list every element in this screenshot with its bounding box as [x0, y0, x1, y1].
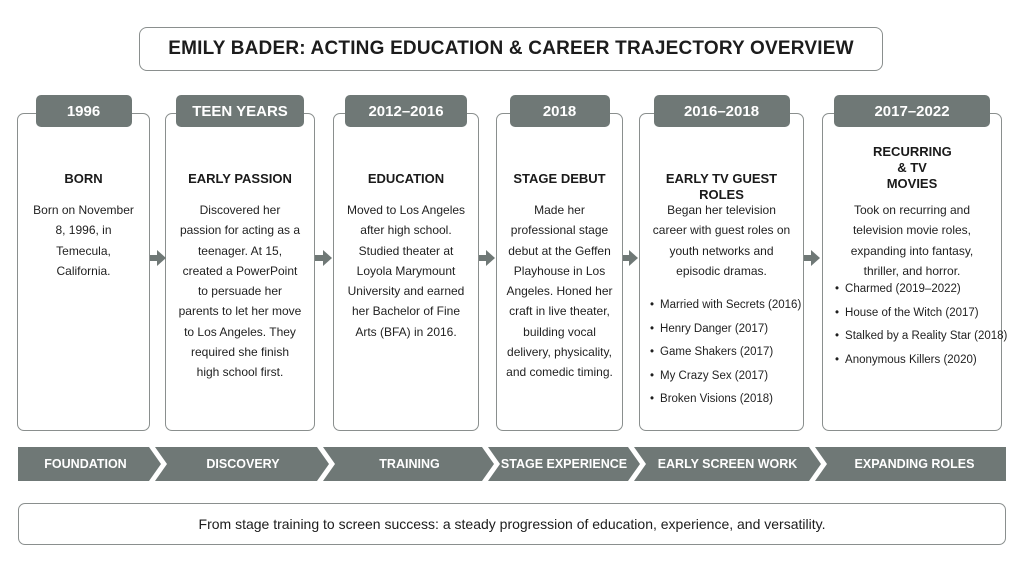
list-item: • Anonymous Killers (2020): [835, 349, 1007, 373]
list-item: • House of the Witch (2017): [835, 302, 1007, 326]
timeline-column-born: [17, 95, 150, 431]
stage-label-stage-experience: STAGE EXPERIENCE: [500, 457, 628, 471]
card-heading: EARLY TV GUEST ROLES: [665, 171, 778, 202]
timeline-column-early-passion: [165, 95, 315, 431]
list-item: • Stalked by a Reality Star (2018): [835, 325, 1007, 349]
timeline-column-early-tv: [639, 95, 804, 431]
summary-footer: From stage training to screen success: a steady progression of education, experience, and versatility.: [18, 503, 1006, 545]
card-description: Born on November 8, 1996, in Temecula, California.: [33, 203, 134, 278]
stage-label-early-screen-work: EARLY SCREEN WORK: [657, 457, 798, 471]
card-heading: RECURRING & TV MOVIES: [873, 144, 952, 191]
list-item: • Charmed (2019–2022): [835, 278, 1007, 302]
list-item: • Henry Danger (2017): [650, 318, 801, 342]
card-heading: EARLY PASSION: [188, 171, 292, 186]
role-list: [650, 294, 801, 412]
connector-arrow-icon: [629, 250, 638, 266]
connector-arrow-icon: [811, 250, 820, 266]
stage-label-discovery: DISCOVERY: [206, 457, 280, 471]
stage-strip: [18, 447, 1006, 481]
date-badge: 2016–2018: [654, 95, 790, 127]
connector-arrow-icon: [323, 250, 332, 266]
timeline-card: [17, 113, 150, 431]
timeline-column-stage-debut: [496, 95, 623, 431]
card-heading: BORN: [64, 171, 103, 186]
card-description: Discovered her passion for acting as a teenager. At 15, created a PowerPoint to persuade her parents to let her move to Los Angeles. They required she finish high school first.: [178, 203, 302, 380]
list-item: • Game Shakers (2017): [650, 341, 801, 365]
page-title: EMILY BADER: ACTING EDUCATION & CAREER TRAJECTORY OVERVIEW: [139, 27, 883, 71]
stage-label-expanding-roles: EXPANDING ROLES: [854, 457, 975, 471]
list-item: • My Crazy Sex (2017): [650, 365, 801, 389]
card-description: Took on recurring and television movie roles, expanding into fantasy, thriller, and horror.: [850, 203, 974, 278]
timeline-card: [333, 113, 479, 431]
connector-arrow-icon: [486, 250, 495, 266]
list-item: • Broken Visions (2018): [650, 388, 801, 412]
timeline-card: [165, 113, 315, 431]
date-badge: 1996: [36, 95, 132, 127]
card-description: Made her professional stage debut at the Geffen Playhouse in Los Angeles. Honed her craft in live theater, building vocal delivery, physicality, and comedic timing.: [506, 203, 613, 380]
timeline-card: [822, 113, 1008, 431]
stage-label-training: TRAINING: [379, 457, 440, 471]
card-heading: EDUCATION: [367, 171, 445, 186]
card-description: Moved to Los Angeles after high school. Studied theater at Loyola Marymount University and earned her Bachelor of Fine Arts (BFA) in 2016.: [346, 203, 466, 339]
timeline-card: [496, 113, 623, 431]
date-badge: TEEN YEARS: [176, 95, 304, 127]
date-badge: 2018: [510, 95, 610, 127]
card-description: Began her television career with guest roles on youth networks and episodic dramas.: [652, 203, 791, 278]
date-badge: 2012–2016: [345, 95, 467, 127]
date-badge: 2017–2022: [834, 95, 990, 127]
role-list: [835, 278, 1007, 372]
timeline-column-recurring: [822, 95, 1008, 431]
card-heading: STAGE DEBUT: [513, 171, 606, 186]
timeline-column-education: [333, 95, 479, 431]
timeline-card: [639, 113, 804, 431]
connector-arrow-icon: [157, 250, 166, 266]
list-item: • Married with Secrets (2016): [650, 294, 801, 318]
stage-label-foundation: FOUNDATION: [44, 457, 127, 471]
